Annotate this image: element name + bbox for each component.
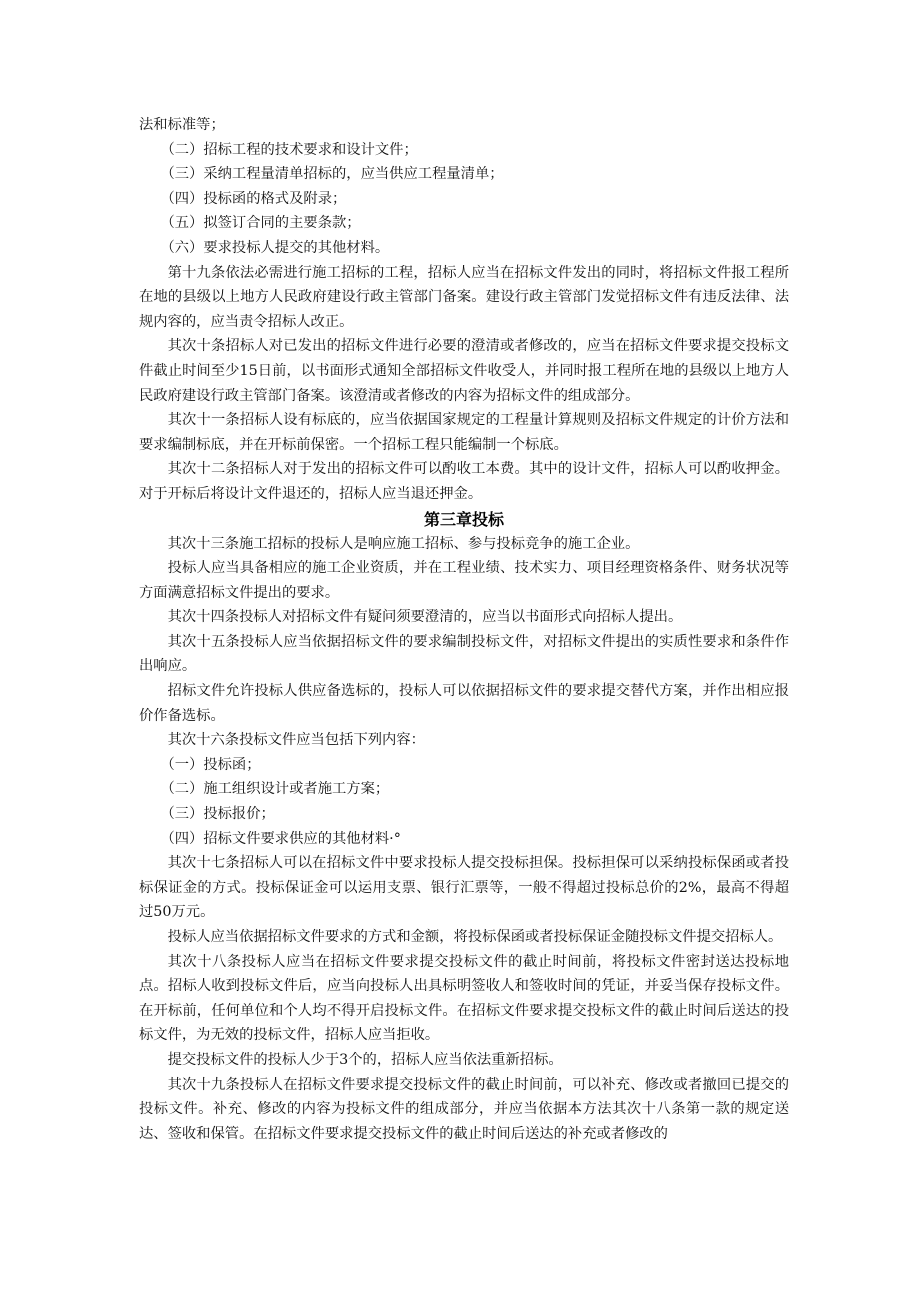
paragraph: 其次十八条投标人应当在招标文件要求提交投标文件的截止时间前，将投标文件密封送达投标地点。招标人收到投标文件后，应当向投标人出具标明签收人和签收时间的凭证，并妥当保存投标文件。在开标前，任何单位和个人均不得开启投标文件。在招标文件要求提交投标文件的截止时间后送达的投标文件，为无效的投标文件，招标人应当拒收。	[139, 953, 789, 1044]
paragraph: 其次十五条投标人应当依据招标文件的要求编制投标文件，对招标文件提出的实质性要求和条件作出响应。	[139, 633, 789, 675]
paragraph: 第十九条依法必需进行施工招标的工程，招标人应当在招标文件发出的同时，将招标文件报工程所在地的县级以上地方人民政府建设行政主管部门备案。建设行政主管部门发觉招标文件有违反法律、法规内容的，应当责令招标人改正。	[139, 264, 789, 330]
list-item: （四）招标文件要求供应的其他材料·°	[160, 830, 401, 847]
paragraph: 其次十四条投标人对招标文件有疑问须要澄清的，应当以书面形式向招标人提出。	[167, 609, 683, 626]
paragraph: 提交投标文件的投标人少于3个的，招标人应当依法重新招标。	[167, 1051, 563, 1068]
list-item: （五）拟签订合同的主要条款；	[160, 215, 361, 232]
list-item: （四）投标函的格式及附录；	[160, 190, 347, 207]
list-item: （二）招标工程的技术要求和设计文件；	[160, 141, 418, 158]
list-item: （三）投标报价；	[160, 806, 275, 823]
paragraph: 其次十一条招标人设有标底的，应当依据国家规定的工程量计算规则及招标文件规定的计价方法和要求编制标底，并在开标前保密。一个招标工程只能编制一个标底。	[139, 412, 789, 453]
section-chapter-3	[139, 532, 789, 1147]
paragraph: 其次十三条施工招标的投标人是响应施工招标、参与投标竞争的施工企业。	[167, 535, 640, 552]
paragraph: 投标人应当依据招标文件要求的方式和金额，将投标保函或者投标保证金随投标文件提交招标人。	[167, 929, 783, 945]
paragraph: 其次十九条投标人在招标文件要求提交投标文件的截止时间前，可以补充、修改或者撤回已提交的投标文件。补充、修改的内容为投标文件的组成部分，并应当依据本方法其次十八条第一款的规定送达、签收和保管。在招标文件要求提交投标文件的截止时间后送达的补充或者修改的	[139, 1076, 789, 1142]
paragraph: 其次十二条招标人对于发出的招标文件可以酌收工本费。其中的设计文件，招标人可以酌收押金。对于开标后将设计文件退还的，招标人应当退还押金。	[139, 461, 789, 502]
list-item: （二）施工组织设计或者施工方案；	[160, 781, 390, 798]
paragraph: 投标人应当具备相应的施工企业资质，并在工程业绩、技术实力、项目经理资格条件、财务状况等方面满意招标文件提出的要求。	[139, 560, 789, 601]
document-body	[139, 113, 789, 1146]
paragraph: 其次十六条投标文件应当包括下列内容：	[167, 732, 425, 749]
paragraph: 招标文件允许投标人供应备选标的，投标人可以依据招标文件的要求提交替代方案，并作出相应报价作备选标。	[139, 683, 789, 724]
paragraph: 其次十条招标人对已发出的招标文件进行必要的澄清或者修改的，应当在招标文件要求提交投标文件截止时间至少15日前，以书面形式通知全部招标文件收受人，并同时报工程所在地的县级以上地方人民政府建设行政主管部门备案。该澄清或者修改的内容为招标文件的组成部分。	[139, 338, 789, 404]
chapter-title: 第三章投标	[423, 509, 504, 529]
list-item: （一）投标函；	[160, 756, 261, 773]
paragraph: 其次十七条招标人可以在招标文件中要求投标人提交投标担保。投标担保可以采纳投标保函或者投标保证金的方式。投标保证金可以运用支票、银行汇票等，一般不得超过投标总价的2%，最高不得超过50万元。	[139, 855, 789, 921]
section-before-chapter	[139, 113, 789, 507]
paragraph: 法和标准等；	[139, 117, 225, 133]
list-item: （六）要求投标人提交的其他材料。	[160, 239, 390, 256]
list-item: （三）采纳工程量清单招标的，应当供应工程量清单；	[160, 166, 504, 183]
